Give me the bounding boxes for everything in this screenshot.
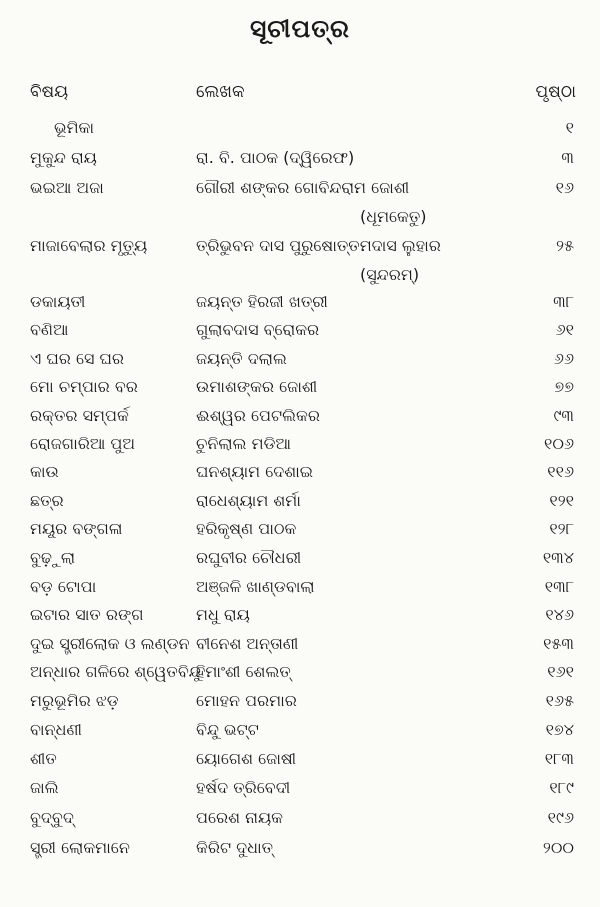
- entry-page-number: ୧: [565, 118, 574, 137]
- contents-row: [0, 720, 600, 748]
- entry-subject: ବଣିଆ: [30, 320, 69, 339]
- entry-page-number: ୨୫: [556, 236, 574, 255]
- entry-subject: ରକ୍ତର ସମ୍ପର୍କ: [30, 406, 129, 425]
- entry-page-number: ୧୩୪: [542, 548, 574, 567]
- entry-subject: ବୁଦ୍‌ବୁଦ୍: [30, 808, 74, 827]
- entry-author: ହର୍ଷଦ ତ୍ରିବେଦୀ: [196, 778, 291, 797]
- contents-row: [0, 519, 600, 547]
- entry-subject: ଡକାୟତୀ: [30, 292, 86, 311]
- contents-row: [0, 462, 600, 490]
- entry-author: ୟୋଗେଶ ଜୋଷୀ: [196, 749, 297, 768]
- contents-row: [0, 349, 600, 377]
- entry-page-number: ୭୭: [554, 377, 574, 396]
- entry-subject: ମୁକୁନ୍ଦ ରାୟ: [30, 148, 97, 167]
- entry-author: ଘନଶ୍ୟାମ ଦେଶାଇ: [196, 462, 314, 481]
- contents-row: [0, 548, 600, 576]
- entry-page-number: ୧୨୮: [549, 519, 574, 538]
- entry-subject: ମୋ ଚମ୍ପାର ବର: [30, 377, 138, 396]
- entry-author: ହରିକୃଷ୍ଣ ପାଠକ: [196, 519, 297, 538]
- entry-author: ଅଞ୍ଜଳି ଖାଣ୍ଡବାଲା: [196, 577, 315, 596]
- entry-page-number: ୧୬୧: [547, 662, 574, 681]
- entry-subject: ମାଜାବେଲାର ମୃତ୍ୟୁ: [30, 236, 148, 255]
- contents-row: [0, 808, 600, 836]
- entry-page-number: ୧୩୮: [544, 577, 574, 596]
- entry-page-number: ୧୨୧: [549, 491, 574, 510]
- column-header-author: ଲେଖକ: [196, 82, 245, 102]
- entry-subject: ଛତ୍ର: [30, 491, 64, 510]
- entry-subject: ସ୍ତ୍ରୀ ଲୋକମାନେ: [30, 838, 130, 857]
- contents-row: [0, 778, 600, 806]
- entry-subject: କାଉ: [30, 462, 59, 481]
- contents-row: [0, 691, 600, 719]
- entry-author-pen-name: (ସୁନ୍ଦରମ୍): [360, 265, 420, 284]
- contents-row: [0, 320, 600, 348]
- contents-row: [0, 634, 600, 662]
- entry-page-number: ୧୮୯: [549, 778, 574, 797]
- entry-subject: ଭଇଆ ଅଜା: [30, 178, 104, 197]
- entry-author: ଜୟନ୍ତି ଦଲାଲ: [196, 349, 287, 368]
- entry-author: ରାଧେଶ୍ୟାମ ଶର୍ମା: [196, 491, 301, 510]
- entry-author: ଚୁନିଲାଲ ମଡିଆ: [196, 434, 291, 453]
- entry-subject: ଦୁଇ ସ୍ତ୍ରୀଲୋକ ଓ ଲଣ୍ଡନ: [30, 634, 190, 653]
- entry-page-number: ୬୬: [553, 349, 574, 368]
- entry-subject: ଭୂମିକା: [54, 118, 95, 137]
- contents-row: [0, 749, 600, 777]
- column-header-page: ପୃଷ୍ଠା: [535, 82, 576, 102]
- entry-page-number: ୧୬: [555, 178, 574, 197]
- entry-page-number: ୨୦୦: [542, 838, 574, 857]
- entry-author: ପରେଶ ନାୟକ: [196, 808, 283, 827]
- entry-subject: ବୁଢ଼ୁଲା: [30, 548, 76, 567]
- page-title: ସୂଚୀପତ୍ର: [249, 14, 350, 43]
- entry-subject: ଜାଲି: [30, 778, 59, 797]
- entry-author: ରଘୁବୀର ଚୌଧରୀ: [196, 548, 302, 567]
- entry-page-number: ୩: [561, 148, 574, 167]
- contents-row: [0, 292, 600, 320]
- entry-page-number: ୧୧୬: [547, 462, 574, 481]
- entry-page-number: ୯୩: [553, 406, 574, 425]
- entry-author: ଈଶ୍ୱର ପେଟଲିକର: [196, 406, 320, 425]
- contents-row: [0, 434, 600, 462]
- entry-author-pen-name: (ଧୂମକେତୁ): [360, 207, 427, 226]
- entry-author: ତ୍ରିଭୁବନ ଦାସ ପୁରୁଷୋତ୍ତମଦାସ ଲୁହାର: [196, 236, 441, 255]
- contents-row: [0, 178, 600, 226]
- entry-page-number: ୬୧: [555, 320, 574, 339]
- contents-row: [0, 605, 600, 633]
- entry-page-number: ୧୫୩: [543, 634, 574, 653]
- entry-author: ହିମାଂଶୀ ଶେଲତ୍: [196, 662, 291, 681]
- entry-author: ବୀନେଶ ଅନ୍ତାଣୀ: [196, 634, 299, 653]
- entry-subject: ମୟୂର ବଙ୍ଗଳା: [30, 519, 123, 538]
- contents-row: [0, 406, 600, 434]
- entry-page-number: ୧୯୬: [547, 808, 574, 827]
- entry-subject: ରୋଜଗାରିଆ ପୁଅ: [30, 434, 136, 453]
- entry-author: ଉମାଶଙ୍କର ଜୋଶୀ: [196, 377, 318, 396]
- entry-author: ଗୁଲାବଦାସ ବ୍ରୋକର: [196, 320, 320, 339]
- contents-row: [0, 377, 600, 405]
- entry-page-number: ୩୮: [553, 292, 574, 311]
- contents-row: [0, 838, 600, 866]
- contents-row: [0, 236, 600, 284]
- entry-page-number: ୧୬୫: [545, 691, 574, 710]
- entry-subject: ଶୀତ: [30, 749, 57, 768]
- entry-author: ବିନ୍ଦୁ ଭଟ୍ଟ: [196, 720, 259, 739]
- contents-row: [0, 662, 600, 690]
- column-header-subject: ବିଷୟ: [30, 82, 69, 102]
- entry-page-number: ୧୮୩: [544, 749, 574, 768]
- entry-subject: ଅନ୍ଧାର ଗଳିରେ ଶ୍ୱେତବିନ୍ଦୁ: [30, 662, 201, 681]
- entry-subject: ଇଟାର ସାତ ରଙ୍ଗ: [30, 605, 144, 624]
- entry-page-number: ୧୭୪: [545, 720, 574, 739]
- entry-subject: ମରୁଭୂମିର ଝଡ଼: [30, 691, 119, 710]
- contents-row: [0, 577, 600, 605]
- entry-page-number: ୧୦୬: [544, 434, 574, 453]
- contents-row: [0, 148, 600, 176]
- entry-page-number: ୧୪୬: [545, 605, 574, 624]
- entry-author: ଗୌରୀ ଶଙ୍କର ଗୋବିନ୍ଦରାମ ଜୋଶୀ: [196, 178, 410, 197]
- entry-author: ମଧୁ ରାୟ: [196, 605, 250, 624]
- contents-row: [0, 118, 600, 146]
- entry-subject: ବାନ୍ଧଣୀ: [30, 720, 83, 739]
- entry-subject: ବଡ଼ ଟୋପା: [30, 577, 97, 596]
- entry-author: କିରିଟ ଦୁଧାତ୍: [196, 838, 274, 857]
- entry-author: ରା. ବି. ପାଠକ (ଦ୍ୱିରେଫ): [196, 148, 355, 167]
- entry-author: ଜୟନ୍ତ ହିରଜୀ ଖତ୍ରୀ: [196, 292, 328, 311]
- contents-row: [0, 491, 600, 519]
- entry-subject: ଏ ଘର ସେ ଘର: [30, 349, 125, 368]
- entry-author: ମୋହନ ପରମାର: [196, 691, 297, 710]
